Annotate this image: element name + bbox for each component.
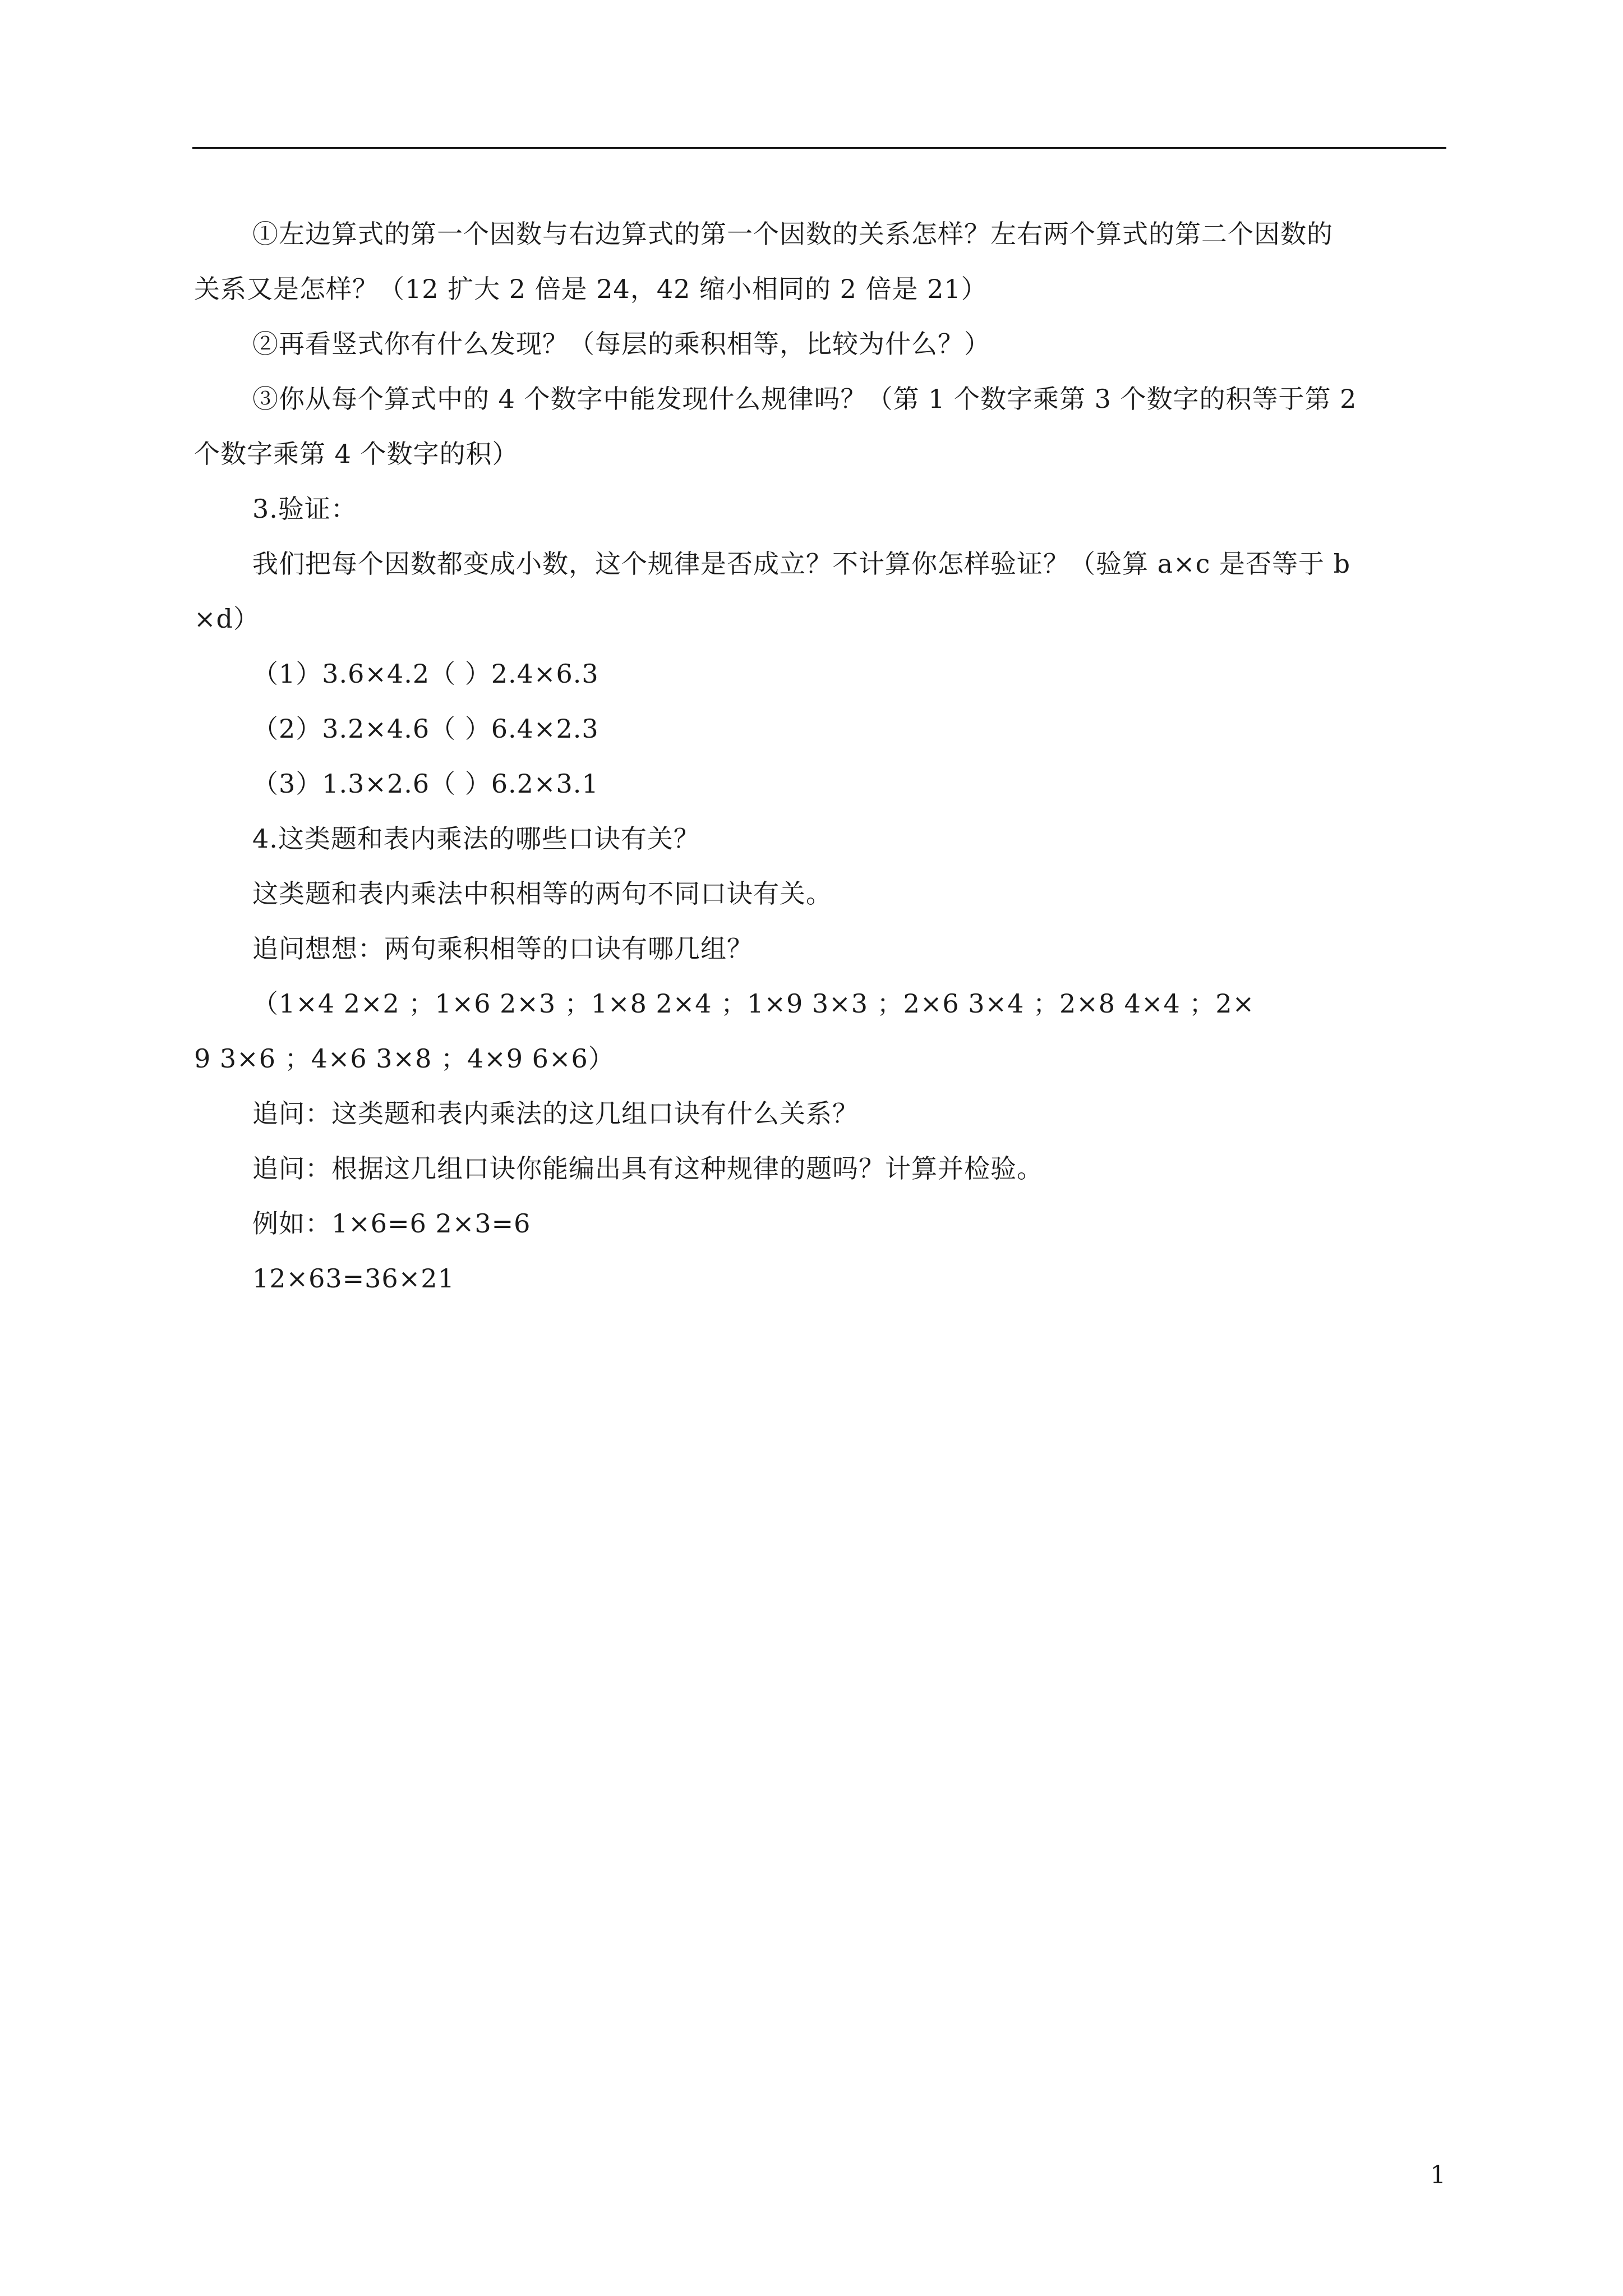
paragraph-1-line-2: 关系又是怎样？（12 扩大 2 倍是 24，42 缩小相同的 2 倍是 21） — [194, 274, 988, 304]
section-4-heading: 4.这类题和表内乘法的哪些口诀有关？ — [252, 823, 700, 854]
paragraph-7: 追问：这类题和表内乘法的这几组口诀有什么关系？ — [252, 1098, 859, 1129]
example-line: 例如：1×6=6 2×3=6 — [252, 1208, 531, 1239]
page-number: 1 — [1430, 2161, 1446, 2189]
paragraph-5: 这类题和表内乘法中积相等的两句不同口诀有关。 — [252, 878, 832, 909]
exercise-1: （1）3.6×4.2（ ）2.4×6.3 — [252, 659, 599, 689]
header-rule — [192, 147, 1446, 149]
exercise-2: （2）3.2×4.6（ ）6.4×2.3 — [252, 714, 599, 744]
section-3-heading: 3.验证： — [252, 494, 357, 524]
paragraph-4-line-2: ×d） — [194, 604, 260, 634]
pairs-line-1: （1×4 2×2 ；1×6 2×3 ；1×8 2×4 ；1×9 3×3 ；2×6 3×4 ；2×8 4×4 ；2× — [252, 988, 1255, 1019]
paragraph-1-line-1: ①左边算式的第一个因数与右边算式的第一个因数的关系怎样？左右两个算式的第二个因数的 — [252, 219, 1333, 249]
paragraph-4-line-1: 我们把每个因数都变成小数，这个规律是否成立？不计算你怎样验证？（验算 a×c 是否等于 b — [252, 549, 1351, 579]
pairs-line-2: 9 3×6 ；4×6 3×8 ；4×9 6×6） — [194, 1043, 615, 1074]
paragraph-6: 追问想想：两句乘积相等的口诀有哪几组？ — [252, 933, 753, 964]
paragraph-2: ②再看竖式你有什么发现？（每层的乘积相等，比较为什么？） — [252, 329, 990, 359]
result-line: 12×63=36×21 — [252, 1263, 455, 1294]
paragraph-3-line-1: ③你从每个算式中的 4 个数字中能发现什么规律吗？（第 1 个数字乘第 3 个数字的积等于第 2 — [252, 384, 1357, 414]
exercise-3: （3）1.3×2.6（ ）6.2×3.1 — [252, 769, 599, 799]
document-body — [194, 206, 1446, 1306]
paragraph-3-line-2: 个数字乘第 4 个数字的积） — [194, 439, 519, 469]
paragraph-8: 追问：根据这几组口诀你能编出具有这种规律的题吗？计算并检验。 — [252, 1153, 1043, 1184]
